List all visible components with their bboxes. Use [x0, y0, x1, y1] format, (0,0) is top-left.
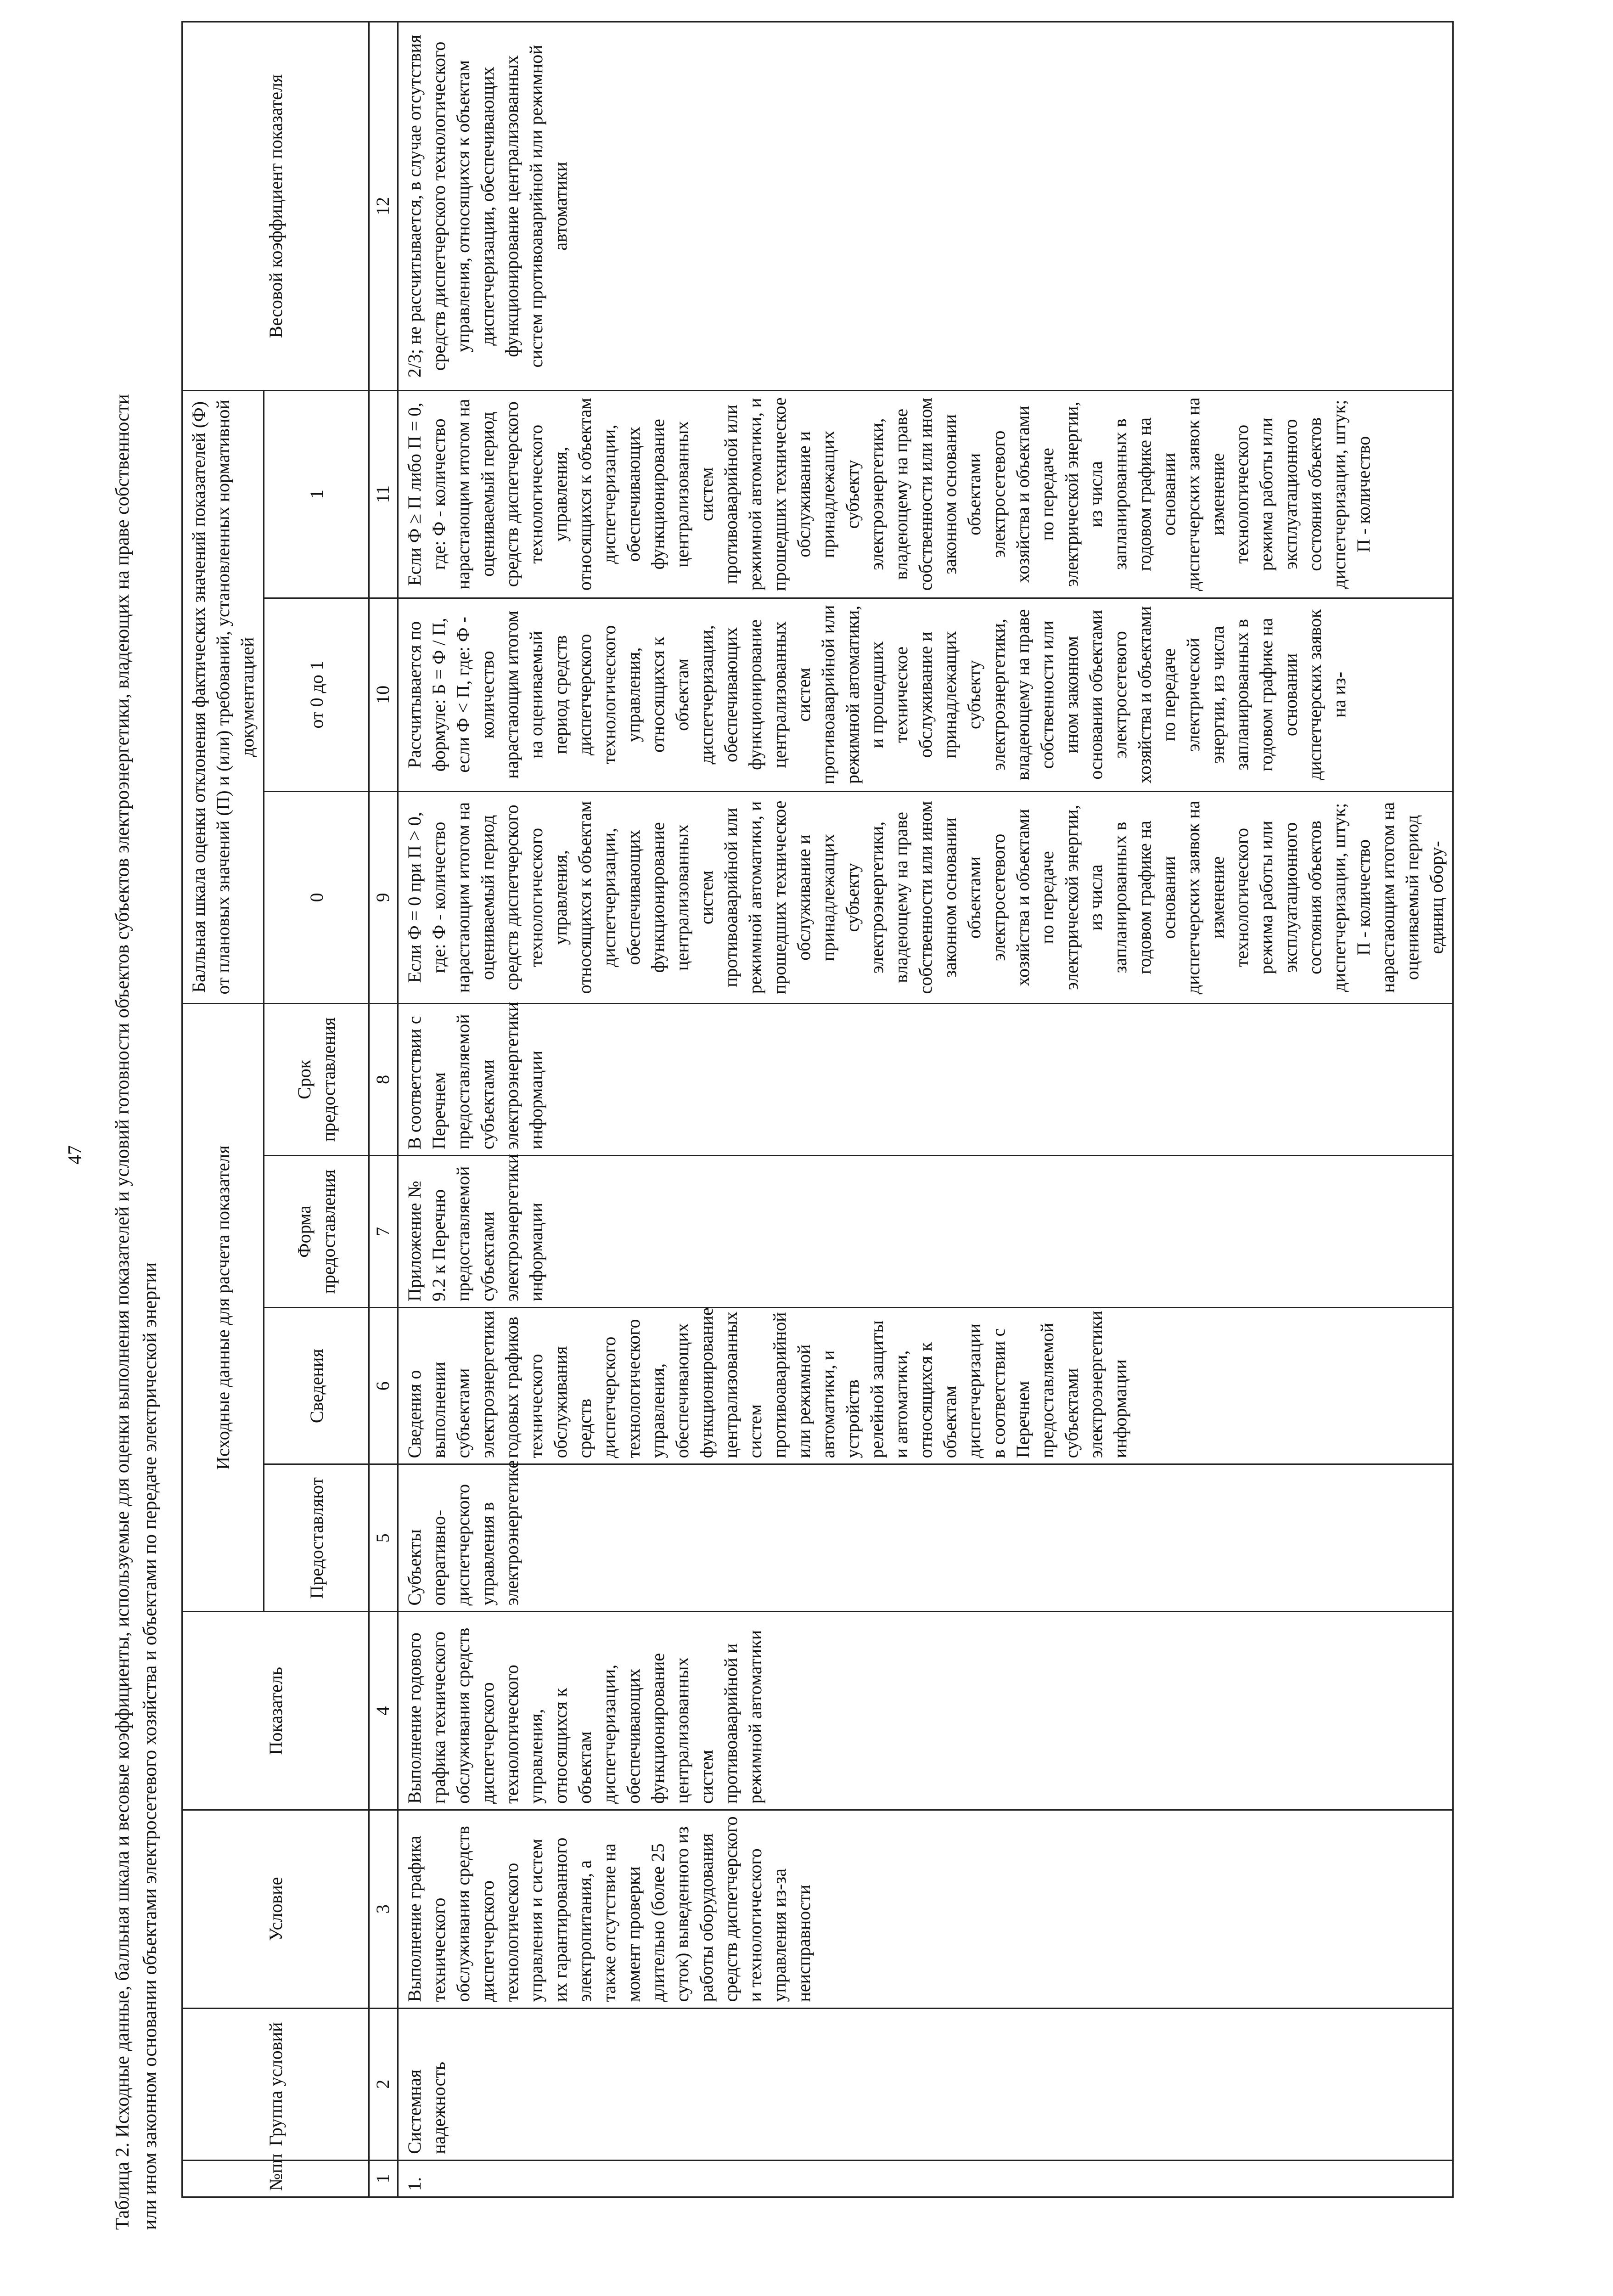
header-row-1	[182, 22, 264, 2197]
table-caption-line-1: Таблица 2. Исходные данные, балльная шкала и весовые коэффициенты, используемые для оценки выполнения показателей и условий готовности объектов субъектов электроэнергетики, владеющих на праве собственности	[112, 394, 133, 2230]
cell-info: Сведения о выполнении субъектами электроэнергетики годовых графиков технического обслуживания средств диспетчерского технологического управления, обеспечивающих функционирование централизованных систем противоаварийной или режимной автоматики, и устройств релейной защиты и автоматики, относящихся к объектам диспетчеризации в соответствии с Перечнем предоставляемой субъектами электроэнергетики информации	[398, 1308, 1453, 1464]
col-number: 10	[369, 598, 398, 792]
cell-score-0-1: Рассчитывается по формуле: Б = Ф / П, если Ф < П, где: Ф - количество нарастающим итогом на оцениваемый период средств диспетчерского технологического управления, относящихся к объектам диспетчеризации, обеспечивающих функционирование централизованных систем противоаварийной или режимной автоматики, и прошедших техническое обслуживание и принадлежащих субъекту электроэнергетики, владеющему на праве собственности или ином законном основании объектами электросетевого хозяйства и объектами по передаче электрической энергии, из числа запланированных в годовом графике на основании диспетчерских заявок на из-	[398, 598, 1453, 792]
header-num: №пп	[182, 2160, 369, 2197]
header-form: Форма предоставления	[264, 1155, 369, 1307]
column-number-row	[369, 22, 398, 2197]
header-deadline: Срок предоставления	[264, 1003, 369, 1155]
col-number: 3	[369, 1810, 398, 2009]
col-number: 8	[369, 1003, 398, 1155]
cell-group: Системная надежность	[398, 2008, 1453, 2160]
col-number: 4	[369, 1612, 398, 1810]
col-number: 9	[369, 792, 398, 1004]
col-number: 12	[369, 22, 398, 391]
cell-weight: 2/3; не рассчитывается, в случае отсутствия средств диспетчерского технологического управления, относящихся к объектам диспетчеризации, обеспечивающих функционирование централизованных систем противоаварийной или режимной автоматики	[398, 22, 1453, 391]
header-score-0-1: от 0 до 1	[264, 598, 369, 792]
cell-score-0: Если Ф = 0 при П > 0, где: Ф - количество нарастающим итогом на оцениваемый период средств диспетчерского технологического управления, относящихся к объектам диспетчеризации, обеспечивающих функционирование централизованных систем противоаварийной или режимной автоматики, и прошедших техническое обслуживание и принадлежащих субъекту электроэнергетики, владеющему на праве собственности или ином законном основании объектами электросетевого хозяйства и объектами по передаче электрической энергии, из числа запланированных в годовом графике на основании диспетчерских заявок на изменение технологического режима работы или эксплуатационного состояния объектов диспетчеризации, штук; П - количество нарастающим итогом на оцениваемый период единиц обору-	[398, 792, 1453, 1004]
header-scale: Балльная шкала оценки отклонения фактических значений показателей (Ф) от плановых значений (П) и (или) требований, установленных нормативной документацией	[182, 390, 264, 1003]
cell-score-1: Если Ф ≥ П либо П = 0, где: Ф - количество нарастающим итогом на оцениваемый период средств диспетчерского технологического управления, относящихся к объектам диспетчеризации, обеспечивающих функционирование централизованных систем противоаварийной или режимной автоматики, и прошедших техническое обслуживание и принадлежащих субъекту электроэнергетики, владеющему на праве собственности или ином законном основании объектами электросетевого хозяйства и объектами по передаче электрической энергии, из числа запланированных в годовом графике на основании диспетчерских заявок на изменение технологического режима работы или эксплуатационного состояния объектов диспетчеризации, штук; П - количество	[398, 390, 1453, 598]
header-score-1: 1	[264, 390, 369, 598]
cell-num: 1.	[398, 2160, 1453, 2197]
col-number: 1	[369, 2160, 398, 2197]
cell-condition: Выполнение графика технического обслуживания средств диспетчерского технологического управления и систем их гарантированного электропитания, а также отсутствие на момент проверки длительно (более 25 суток) выведенного из работы оборудования средств диспетчерского и технологического управления из-за неисправности	[398, 1810, 1453, 2009]
header-source-data: Исходные данные для расчета показателя	[182, 1003, 264, 1612]
cell-provider: Субъекты оперативно-диспетчерского управления в электроэнергетике	[398, 1464, 1453, 1612]
criteria-table	[181, 21, 1454, 2198]
col-number: 2	[369, 2008, 398, 2160]
header-info: Сведения	[264, 1308, 369, 1464]
cell-deadline: В соответствии с Перечнем предоставляемой субъектами электроэнергетики информации	[398, 1003, 1453, 1155]
header-group: Группа условий	[182, 2008, 369, 2160]
col-number: 11	[369, 390, 398, 598]
table-caption-line-2: или ином законном основании объектами электросетевого хозяйства и объектами по передаче электрической энергии	[140, 1262, 161, 2230]
header-condition: Условие	[182, 1810, 369, 2009]
header-provider: Предоставляют	[264, 1464, 369, 1612]
header-weight: Весовой коэффициент показателя	[182, 22, 369, 391]
header-score-0: 0	[264, 792, 369, 1004]
header-indicator: Показатель	[182, 1612, 369, 1810]
page-number: 47	[65, 1145, 86, 1165]
table-row	[398, 22, 1453, 2197]
col-number: 7	[369, 1155, 398, 1307]
col-number: 5	[369, 1464, 398, 1612]
cell-indicator: Выполнение годового графика технического обслуживания средств диспетчерского технологического управления, относящихся к объектам диспетчеризации, обеспечивающих функционирование централизованных систем противоаварийной и режимной автоматики	[398, 1612, 1453, 1810]
cell-form: Приложение № 9.2 к Перечню предоставляемой субъектами электроэнергетики информации	[398, 1155, 1453, 1307]
col-number: 6	[369, 1308, 398, 1464]
